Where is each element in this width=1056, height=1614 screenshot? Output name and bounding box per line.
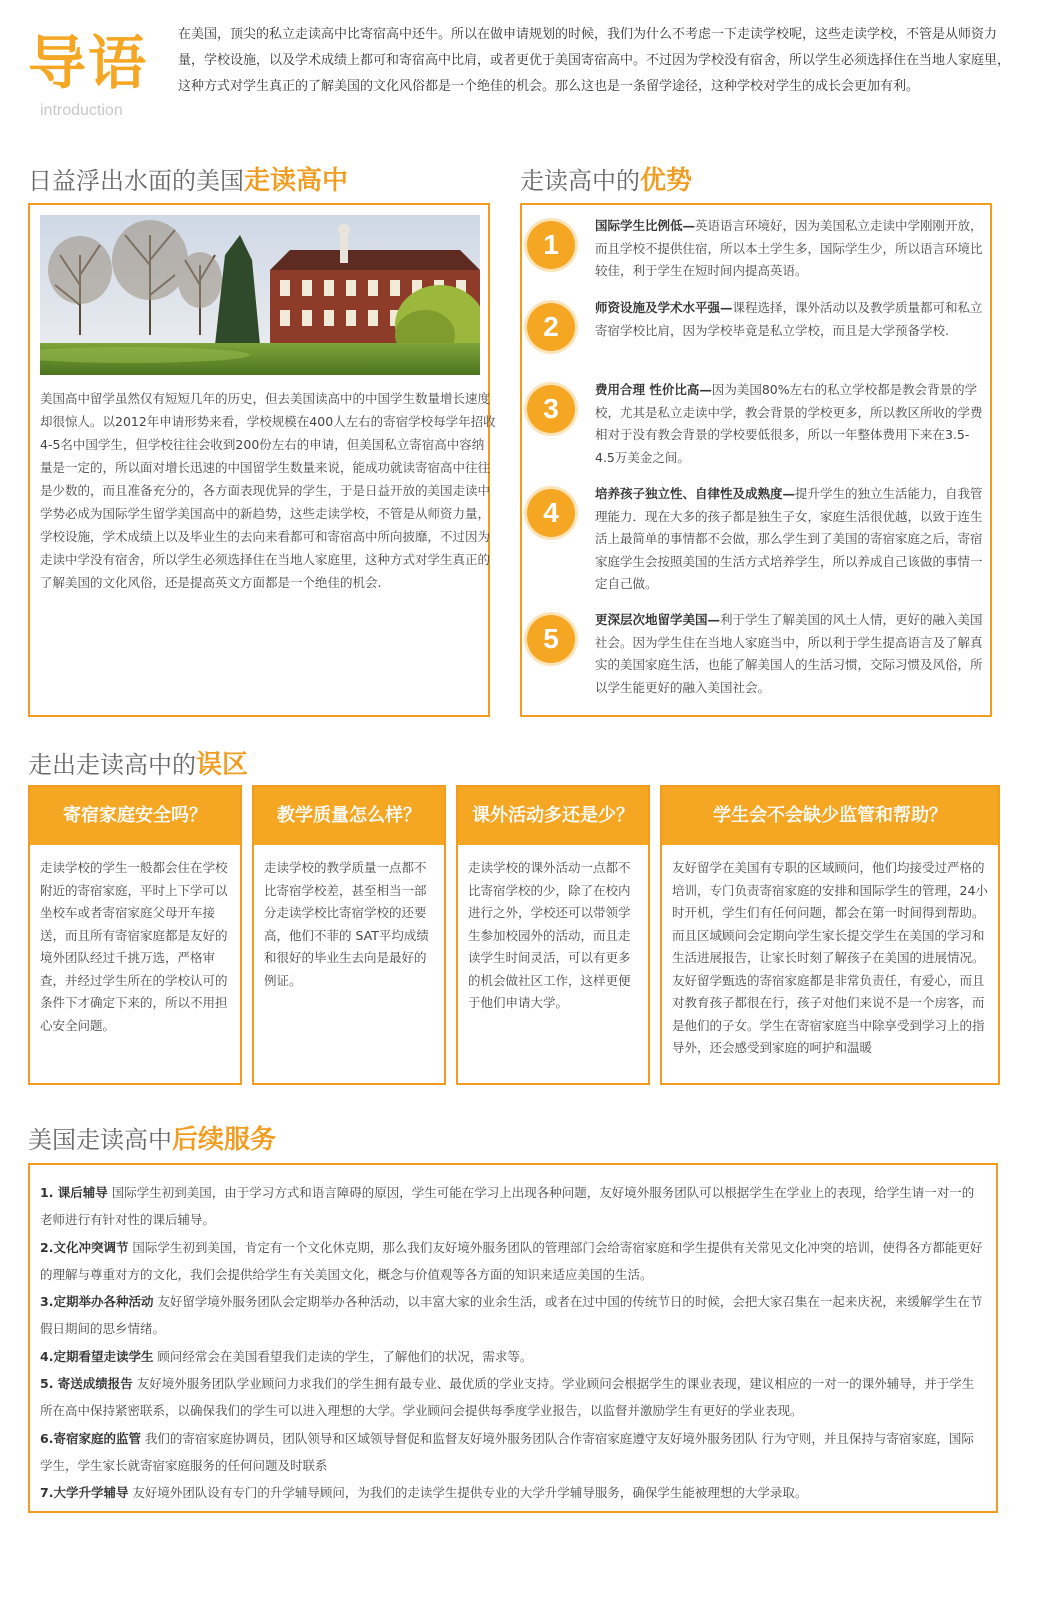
service-heading: 3.定期举办各种活动 <box>40 1294 154 1310</box>
school-building-image <box>40 215 480 375</box>
advantage-heading: 国际学生比例低— <box>595 218 696 233</box>
service-item <box>40 1179 986 1234</box>
service-text: 国际学生初到美国，由于学习方式和语言障碍的原因，学生可能在学习上出现各种问题，友好境外服务团队可以根据学生在学业上的表现，给学生请一对一的老师进行有针对性的课后辅导。 <box>40 1185 975 1228</box>
number-badge-icon: 2 <box>527 303 575 351</box>
service-item <box>40 1343 986 1370</box>
service-heading: 7.大学升学辅导 <box>40 1485 129 1501</box>
school-photo <box>40 215 496 375</box>
service-item <box>40 1288 986 1343</box>
advantage-body: 提升学生的独立生活能力，自我管理能力．现在大多的孩子都是独生子女，家庭生活很优越，以致于连生活上最简单的事情都不会做，那么学生到了美国的寄宿家庭之后，寄宿家庭学生会按照美国的生活方式培养学生，所以养成自己该做的事情一定自己做。 <box>595 486 983 591</box>
number-badge-icon: 4 <box>527 489 575 537</box>
misconception-card <box>456 785 650 1085</box>
advantage-heading: 师资设施及学术水平强— <box>595 300 733 315</box>
left-title-highlight: 走读高中 <box>244 166 349 196</box>
service-item <box>40 1370 986 1425</box>
advantage-text <box>595 609 985 699</box>
right-section-title <box>520 168 692 194</box>
service-heading: 1. 课后辅导 <box>40 1185 108 1200</box>
misconception-text: 走读学校的学生一般都会住在学校附近的寄宿家庭，平时上下学可以坐校车或者寄宿家庭父母开车接送，而且所有寄宿家庭都是友好的境外团队经过千挑万选，严格审查，并经过学生所在的学校认可的条件下才确定下来的，所以不用担心安全问题。 <box>40 860 228 1033</box>
services-title <box>28 1127 276 1153</box>
misconception-card <box>660 785 1000 1085</box>
misconception-text: 走读学校的教学质量一点都不比寄宿学校差，甚至相当一部分走读学校比寄宿学校的还要高，他们不菲的 SAT平均成绩和很好的毕业生去向是最好的例证。 <box>264 860 429 988</box>
advantage-heading: 培养孩子独立性、自律性及成熟度— <box>595 486 796 501</box>
service-item <box>40 1479 986 1506</box>
misconception-card <box>28 785 242 1085</box>
services-title-plain: 美国走读高中 <box>28 1126 172 1154</box>
right-title-highlight: 优势 <box>640 166 693 196</box>
misconception-heading: 学生会不会缺少监管和帮助？ <box>662 787 998 845</box>
advantage-text <box>595 215 985 283</box>
misconception-heading: 教学质量怎么样？ <box>254 787 444 845</box>
advantage-text <box>595 379 985 469</box>
service-heading: 6.寄宿家庭的监管 <box>40 1430 141 1446</box>
number-badge-icon: 1 <box>527 221 575 269</box>
advantage-body: 英语语言环境好，因为美国私立走读中学刚刚开放，而且学校不提供住宿，所以本土学生多，国际学生少，所以语言环境比较佳，利于学生在短时间内提高英语。 <box>595 218 983 278</box>
advantage-text <box>595 297 985 342</box>
intro-title: 导语 <box>28 29 149 97</box>
left-section-text: 美国高中留学虽然仅有短短几年的历史，但去美国读高中的中国学生数量增长速度却很惊人。以2012年申请形势来看，学校规模在400人左右的寄宿学校每学年招收4-5名中国学生，但学校往往会收到200份左右的申请，但美国私立寄宿高中容纳量是一定的，所以面对增长迅速的中国留学生数量来说，能成功就读寄宿高中往往是少数的，而且准备充分的，各方面表现优异的学生，于是日益开放的美国走读中学势必成为国际学生留学美国高中的新趋势，这些走读学校，不管是从师资力量，学校设施，学术成绩上以及毕业生的去向来看都可和寄宿高中所向披靡，不过因为走读中学没有宿舍，所以学生必须选择住在当地人家庭里，这种方式对学生真正的了解美国的文化风俗，还是提高英文方面都是一个绝佳的机会. <box>40 391 496 590</box>
misconception-text: 走读学校的课外活动一点都不比寄宿学校的少，除了在校内进行之外，学校还可以带领学生参加校园外的活动，而且走读学生时间灵活，可以有更多的机会做社区工作，这样更便于他们申请大学。 <box>468 860 631 1010</box>
advantage-heading: 更深层次地留学美国— <box>595 612 721 627</box>
misconception-text: 友好留学在美国有专职的区域顾问，他们均接受过严格的培训，专门负责寄宿家庭的安排和国际学生的管理，24小时开机，学生们有任何问题，都会在第一时间得到帮助。而且区域顾问会定期向学生家长提交学生在美国的学习和生活进展报告，让家长时刻了解孩子在美国的进展情况。友好留学甄选的寄宿家庭都是非常负责任，有爱心，而且对教育孩子都很在行，孩子对他们来说不是一个房客，而是他们的子女。学生在寄宿家庭当中除享受到学习上的指导外，还会感受到家庭的呵护和温暖 <box>672 860 988 1055</box>
misconceptions-title-plain: 走出走读高中的 <box>28 751 196 779</box>
left-title-plain: 日益浮出水面的美国 <box>28 167 244 195</box>
misconception-heading: 寄宿家庭安全吗？ <box>30 787 240 845</box>
service-item <box>40 1425 986 1480</box>
intro-text: 在美国，顶尖的私立走读高中比寄宿高中还牛。所以在做申请规划的时候，我们为什么不考虑一下走读学校呢，这些走读学校，不管是从师资力量，学校设施，以及学术成绩上都可和寄宿高中比肩，或者更优于美国寄宿高中。不过因为学校没有宿舍，所以学生必须选择住在当地人家庭里，这种方式对学生真正的了解美国的文化风俗都是一个绝佳的机会。那么这也是一条留学途径，这种学校对学生的成长会更加有利。 <box>178 27 1011 94</box>
service-heading: 4.定期看望走读学生 <box>40 1348 154 1364</box>
services-title-highlight: 后续服务 <box>172 1125 277 1155</box>
right-title-plain: 走读高中的 <box>520 167 640 195</box>
service-text: 友好境外团队设有专门的升学辅导顾问，为我们的走读学生提供专业的大学升学辅导服务，确保学生能被理想的大学录取。 <box>128 1485 808 1501</box>
service-text: 顾问经常会在美国看望我们走读的学生，了解他们的状况，需求等。 <box>153 1348 533 1364</box>
advantages-box <box>520 203 992 717</box>
number-badge-icon: 5 <box>527 615 575 663</box>
service-text: 我们的寄宿家庭协调员，团队领导和区域领导督促和监督友好境外服务团队合作寄宿家庭遵守友好境外服务团队 行为守则，并且保持与寄宿家庭，国际学生，学生家长就寄宿家庭服务的任何问题及时联系 <box>40 1430 974 1473</box>
advantage-body: 利于学生了解美国的风土人情，更好的融入美国社会。因为学生住在当地人家庭当中，所以利于学生提高语言及了解真实的美国家庭生活，也能了解美国人的生活习惯，交际习惯及风俗，所以学生能更好的融入美国社会。 <box>595 612 983 695</box>
service-text: 友好留学境外服务团队会定期举办各种活动，以丰富大家的业余生活，或者在过中国的传统节日的时候，会把大家召集在一起来庆祝，来缓解学生在节假日期间的思乡情绪。 <box>40 1294 983 1337</box>
service-item <box>40 1234 986 1289</box>
misconception-card <box>252 785 446 1085</box>
number-badge-icon: 3 <box>527 385 575 433</box>
left-section-box <box>28 203 496 717</box>
service-text: 国际学生初到美国，肯定有一个文化休克期，那么我们友好境外服务团队的管理部门会给寄宿家庭和学生提供有关常见文化冲突的培训，使得各方都能更好的理解与尊重对方的文化，我们会提供给学生有关美国文化，概念与价值观等各方面的知识来适应美国的生活。 <box>40 1239 983 1282</box>
left-section-title <box>28 168 348 194</box>
advantage-body: 因为美国80%左右的私立学校都是教会背景的学校，尤其是私立走读中学，教会背景的学校更多，所以教区所收的学费相对于没有教会背景的学校要低很多，所以一年整体费用下来在3.5-4.5万美金之间。 <box>595 382 983 465</box>
advantage-text <box>595 483 985 596</box>
intro-subtitle: introduction <box>40 102 123 119</box>
advantage-heading: 费用合理 性价比高— <box>595 382 712 397</box>
misconception-heading: 课外活动多还是少？ <box>458 787 648 845</box>
services-box <box>28 1163 998 1513</box>
advantage-body: 课程选择，课外活动以及教学质量都可和私立寄宿学校比肩，因为学校毕竟是私立学校，而且是大学预备学校. <box>595 300 983 338</box>
service-text: 友好境外服务团队学业顾问力求我们的学生拥有最专业、最优质的学业支持。学业顾问会根据学生的课业表现，建议相应的一对一的课外辅导，并于学生所在高中保持紧密联系，以确保我们的学生可以进入理想的大学。学业顾问会提供每季度学业报告，以监督并激励学生有更好的学业表现。 <box>40 1376 975 1419</box>
misconceptions-title-highlight: 误区 <box>196 750 249 780</box>
service-heading: 5. 寄送成绩报告 <box>40 1376 133 1392</box>
service-heading: 2.文化冲突调节 <box>40 1239 129 1255</box>
intro-section <box>28 22 1028 132</box>
misconceptions-title <box>28 752 248 778</box>
